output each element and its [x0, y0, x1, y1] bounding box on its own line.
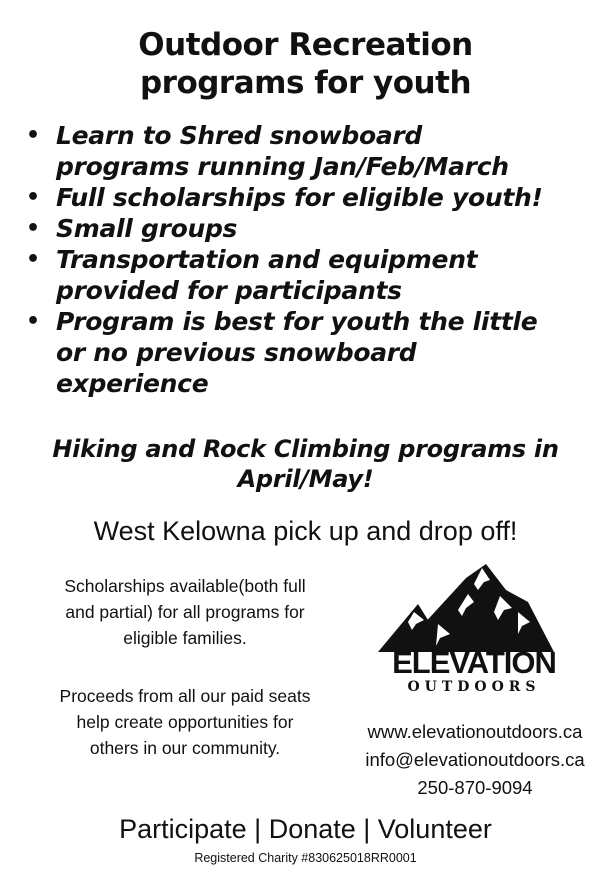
- bullet-icon: •: [26, 216, 40, 241]
- list-item: [22, 120, 602, 182]
- feature-list: [22, 120, 602, 399]
- list-item-line: experience: [56, 369, 209, 398]
- list-item-line: programs running Jan/Feb/March: [56, 152, 509, 181]
- website-link[interactable]: www.elevationoutdoors.ca: [367, 721, 583, 742]
- bullet-icon: •: [26, 185, 40, 210]
- phone-number: 250-870-9094: [417, 777, 533, 798]
- list-item: [22, 213, 602, 244]
- list-item-line: Program is best for youth the little: [56, 307, 538, 336]
- scholarships-text: [25, 573, 345, 651]
- proceeds-text: [25, 683, 345, 761]
- proceeds-line: help create opportunities for: [76, 712, 294, 732]
- contact-info: [340, 718, 610, 802]
- logo-wordmark: ELEVATION: [392, 645, 556, 680]
- list-item-line: or no previous snowboard: [56, 338, 417, 367]
- list-item-line: provided for participants: [56, 276, 402, 305]
- bullet-icon: •: [26, 309, 40, 334]
- hiking-announcement: [0, 434, 611, 494]
- bullet-icon: •: [26, 247, 40, 272]
- footer-tagline: Participate | Donate | Volunteer: [119, 814, 492, 844]
- list-item: [22, 182, 602, 213]
- charity-number: Registered Charity #830625018RR0001: [194, 851, 417, 865]
- hiking-line-1: Hiking and Rock Climbing programs in: [52, 435, 559, 463]
- email-link[interactable]: info@elevationoutdoors.ca: [365, 749, 585, 770]
- scholarships-line: eligible families.: [123, 628, 247, 648]
- page-title: [0, 26, 611, 102]
- title-line-1: Outdoor Recreation: [138, 27, 473, 63]
- list-item-line: Transportation and equipment: [56, 245, 478, 274]
- elevation-outdoors-logo: [378, 560, 570, 700]
- hiking-line-2: April/May!: [237, 465, 374, 493]
- scholarships-line: and partial) for all programs for: [65, 602, 305, 622]
- logo-subtitle: OUTDOORS: [407, 679, 541, 695]
- list-item-line: Small groups: [56, 214, 238, 243]
- bullet-icon: •: [26, 123, 40, 148]
- list-item-line: Full scholarships for eligible youth!: [56, 183, 543, 212]
- pickup-notice: West Kelowna pick up and drop off!: [93, 516, 518, 546]
- mountain-logo-icon: [378, 560, 570, 652]
- list-item-line: Learn to Shred snowboard: [56, 121, 423, 150]
- proceeds-line: Proceeds from all our paid seats: [59, 686, 311, 706]
- list-item: [22, 306, 602, 399]
- scholarships-line: Scholarships available(both full: [64, 576, 306, 596]
- proceeds-line: others in our community.: [89, 738, 281, 758]
- list-item: [22, 244, 602, 306]
- title-line-2: programs for youth: [139, 65, 472, 101]
